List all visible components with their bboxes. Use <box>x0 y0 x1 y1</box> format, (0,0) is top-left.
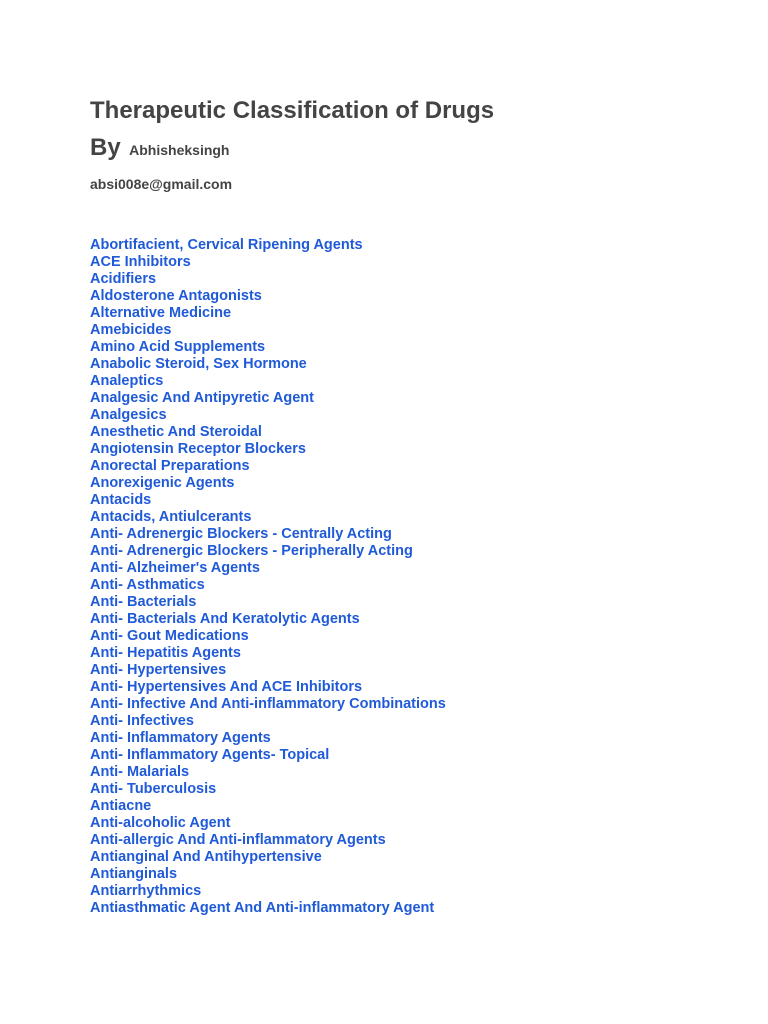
drug-class-link[interactable]: Anti-alcoholic Agent <box>90 815 231 831</box>
drug-class-link[interactable]: Antacids, Antiulcerants <box>90 509 252 525</box>
drug-class-link[interactable]: Anti- Tuberculosis <box>90 781 217 797</box>
drug-class-link[interactable]: Amino Acid Supplements <box>90 339 266 355</box>
drug-class-link[interactable]: Antianginals <box>90 866 178 882</box>
drug-class-link[interactable]: Anti- Malarials <box>90 764 190 780</box>
drug-class-link[interactable]: Anti- Gout Medications <box>90 628 249 644</box>
drug-class-link[interactable]: Anti-allergic And Anti-inflammatory Agents <box>90 832 386 848</box>
drug-class-link[interactable]: Antiasthmatic Agent And Anti-inflammatory Agent <box>90 900 435 916</box>
drug-class-link[interactable]: Anti- Inflammatory Agents- Topical <box>90 747 330 763</box>
drug-class-link[interactable]: Abortifacient, Cervical Ripening Agents <box>90 237 363 253</box>
author-email: absi008e@gmail.com <box>90 176 233 192</box>
drug-class-link[interactable]: Antiarrhythmics <box>90 883 202 899</box>
drug-class-link[interactable]: Analgesic And Antipyretic Agent <box>90 390 314 406</box>
drug-class-link[interactable]: Anti- Hepatitis Agents <box>90 645 241 661</box>
drug-class-link[interactable]: Anesthetic And Steroidal <box>90 424 262 440</box>
drug-class-link[interactable]: Analeptics <box>90 373 164 389</box>
drug-class-link[interactable]: Angiotensin Receptor Blockers <box>90 441 306 457</box>
drug-class-link[interactable]: Anti- Adrenergic Blockers - Peripherally Acting <box>90 543 413 559</box>
drug-class-link[interactable]: Anti- Bacterials <box>90 594 197 610</box>
drug-class-link[interactable]: Anabolic Steroid, Sex Hormone <box>90 356 307 372</box>
drug-class-link[interactable]: Anorectal Preparations <box>90 458 250 474</box>
drug-class-link[interactable]: Antianginal And Antihypertensive <box>90 849 322 865</box>
drug-class-link[interactable]: Anti- Bacterials And Keratolytic Agents <box>90 611 360 627</box>
drug-class-link[interactable]: ACE Inhibitors <box>90 254 191 270</box>
drug-class-link[interactable]: Amebicides <box>90 322 172 338</box>
document-page <box>90 96 730 917</box>
document-title: Therapeutic Classification of Drugs <box>90 97 495 124</box>
drug-class-link[interactable]: Anti- Hypertensives And ACE Inhibitors <box>90 679 363 695</box>
drug-class-link[interactable]: Anti- Hypertensives <box>90 662 227 678</box>
drug-class-link[interactable]: Anti- Infective And Anti-inflammatory Combinations <box>90 696 446 712</box>
author-name: Abhisheksingh <box>129 142 230 158</box>
drug-class-link[interactable]: Anti- Alzheimer's Agents <box>90 560 260 576</box>
drug-class-link[interactable]: Anti- Inflammatory Agents <box>90 730 271 746</box>
drug-class-link[interactable]: Anti- Infectives <box>90 713 194 729</box>
drug-class-link[interactable]: Acidifiers <box>90 271 157 287</box>
drug-class-link[interactable]: Anti- Asthmatics <box>90 577 205 593</box>
drug-class-link[interactable]: Anti- Adrenergic Blockers - Centrally Acting <box>90 526 392 542</box>
by-label: By <box>90 134 121 161</box>
drug-class-link[interactable]: Alternative Medicine <box>90 305 232 321</box>
byline <box>90 134 730 165</box>
drug-class-link[interactable]: Antacids <box>90 492 152 508</box>
drug-class-list <box>90 237 730 917</box>
drug-class-link[interactable]: Antiacne <box>90 798 152 814</box>
drug-class-link[interactable]: Analgesics <box>90 407 167 423</box>
drug-class-link[interactable]: Anorexigenic Agents <box>90 475 235 491</box>
drug-class-link[interactable]: Aldosterone Antagonists <box>90 288 262 304</box>
